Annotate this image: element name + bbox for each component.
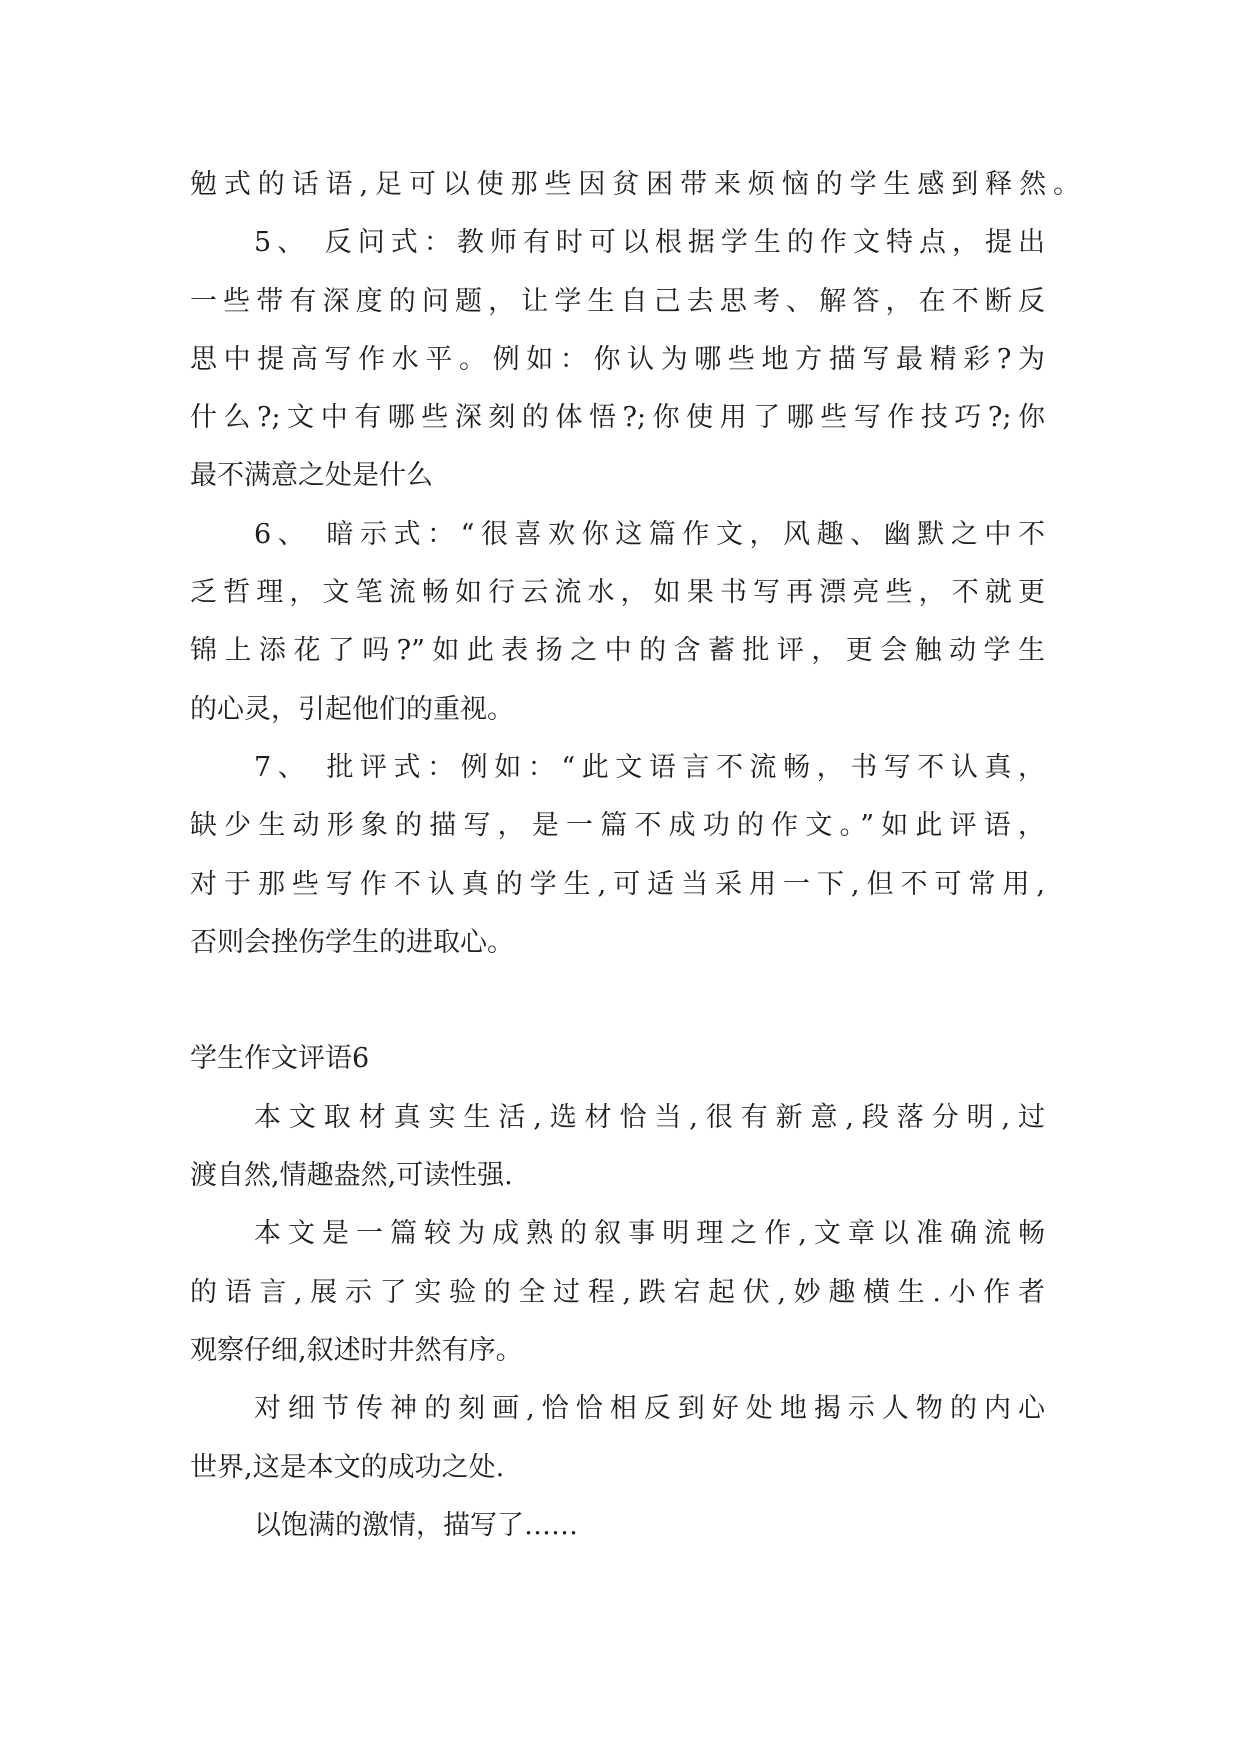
paragraph-line: 本文取材真实生活,选材恰当,很有新意,段落分明,过 (254, 1101, 1045, 1133)
paragraph (190, 1089, 1080, 1206)
paragraph-line: 锦上添花了吗?”如此表扬之中的含蓄批评，更会触动学生 (190, 635, 1045, 667)
paragraph-line: 以饱满的激情，描写了…… (254, 1509, 578, 1541)
paragraph-line: 对细节传神的刻画,恰恰相反到好处地揭示人物的内心 (254, 1393, 1045, 1425)
paragraph-line: 5、 反问式：教师有时可以根据学生的作文特点，提出 (254, 227, 1045, 259)
continuation-line: 勉式的话语,足可以使那些因贫困带来烦恼的学生感到释然。 (190, 169, 1080, 200)
paragraph-line: 最不满意之处是什么 (190, 460, 433, 492)
blank-line (190, 972, 1080, 1030)
paragraph-line: 一些带有深度的问题，让学生自己去思考、解答，在不断反 (190, 285, 1045, 317)
paragraph-line: 乏哲理，文笔流畅如行云流水，如果书写再漂亮些，不就更 (190, 577, 1045, 609)
paragraph-line: 缺少生动形象的描写，是一篇不成功的作文。”如此评语， (190, 810, 1045, 842)
paragraph-line: 本文是一篇较为成熟的叙事明理之作,文章以准确流畅 (254, 1218, 1045, 1250)
paragraph-line: 的语言,展示了实验的全过程,跌宕起伏,妙趣横生.小作者 (190, 1276, 1045, 1308)
paragraph (190, 1497, 1080, 1555)
paragraph-line: 否则会挫伤学生的进取心。 (190, 926, 514, 958)
paragraph (190, 1380, 1080, 1497)
paragraph-line: 渡自然,情趣盎然,可读性强. (190, 1160, 513, 1192)
paragraph-line: 世界,这是本文的成功之处. (190, 1451, 505, 1483)
document-body (190, 156, 1080, 1555)
comment-type-item (190, 214, 1080, 505)
comment-type-item (190, 506, 1080, 739)
paragraph (190, 1205, 1080, 1380)
paragraph-line: 什么?;文中有哪些深刻的体悟?;你使用了哪些写作技巧?;你 (190, 402, 1045, 434)
section-heading: 学生作文评语6 (190, 1043, 370, 1075)
comment-type-item (190, 739, 1080, 972)
paragraph-line: 观察仔细,叙述时井然有序。 (190, 1334, 523, 1366)
paragraph-line: 对于那些写作不认真的学生,可适当采用一下,但不可常用, (190, 868, 1045, 900)
paragraph-line: 7、 批评式：例如：“此文语言不流畅，书写不认真， (254, 751, 1045, 783)
paragraph-line: 思中提高写作水平。例如：你认为哪些地方描写最精彩?为 (190, 343, 1045, 375)
paragraph-line: 6、 暗示式：“很喜欢你这篇作文，风趣、幽默之中不 (254, 518, 1045, 550)
paragraph-line: 的心灵，引起他们的重视。 (190, 693, 514, 725)
